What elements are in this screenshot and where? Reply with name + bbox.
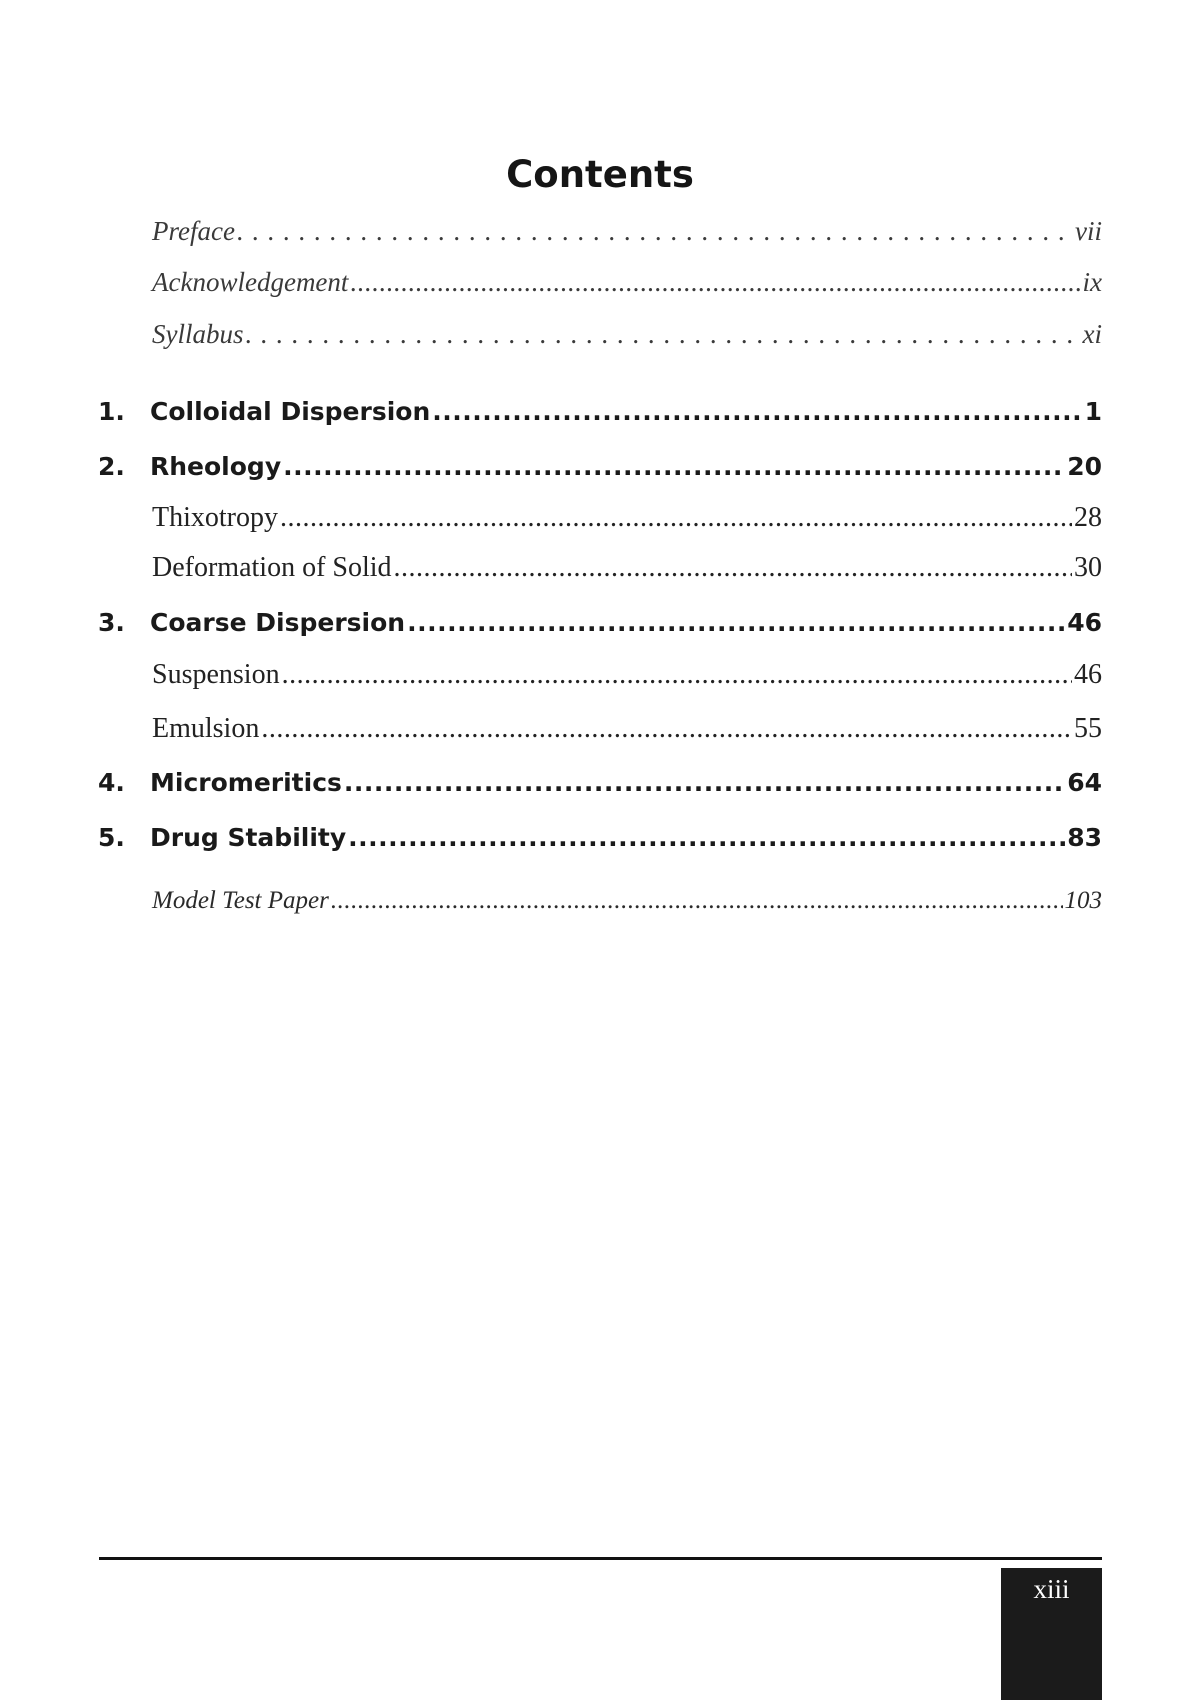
dot-leader (237, 216, 1073, 247)
section-page: 55 (1074, 713, 1102, 744)
toc-entry-label: Preface (152, 216, 235, 246)
toc-entry-label: Acknowledgement (152, 267, 349, 297)
dot-leader (282, 659, 1072, 691)
section-page: 28 (1074, 502, 1102, 533)
dot-leader (331, 887, 1063, 915)
chapter-title: Colloidal Dispersion (150, 397, 431, 426)
chapter-number: 2. (98, 452, 125, 481)
chapter-page: 1 (1084, 397, 1102, 426)
toc-entry-label: Syllabus (152, 319, 244, 349)
dot-leader (246, 319, 1081, 350)
toc-section-thixotropy[interactable] (152, 502, 1102, 534)
dot-leader (432, 397, 1082, 426)
toc-section-deformation-of-solid[interactable] (152, 552, 1102, 584)
toc-entry-page: 103 (1064, 887, 1102, 914)
toc-chapter-3[interactable] (98, 608, 1102, 637)
chapter-page: 83 (1067, 823, 1102, 852)
chapter-title: Micromeritics (150, 768, 342, 797)
toc-section-suspension[interactable] (152, 659, 1102, 691)
chapter-page: 46 (1067, 608, 1102, 637)
folio-tab (1001, 1568, 1102, 1700)
chapter-page: 20 (1067, 452, 1102, 481)
toc-entry-label: Model Test Paper (152, 887, 329, 914)
dot-leader (261, 713, 1072, 745)
toc-entry-model-test-paper[interactable] (152, 887, 1102, 915)
toc-entry-syllabus[interactable] (152, 319, 1102, 350)
section-page: 30 (1074, 552, 1102, 583)
chapter-number: 4. (98, 768, 125, 797)
section-page: 46 (1074, 659, 1102, 690)
dot-leader (350, 267, 1080, 298)
chapter-title: Rheology (150, 452, 282, 481)
chapter-page: 64 (1067, 768, 1102, 797)
toc-chapter-2[interactable] (98, 452, 1102, 481)
section-label: Suspension (152, 659, 280, 690)
toc-chapter-4[interactable] (98, 768, 1102, 797)
toc-entry-acknowledgement[interactable] (152, 267, 1102, 298)
toc-entry-preface[interactable] (152, 216, 1102, 247)
dot-leader (283, 452, 1065, 481)
chapter-title: Coarse Dispersion (150, 608, 406, 637)
chapter-number: 1. (98, 397, 125, 426)
dot-leader (407, 608, 1065, 637)
toc-entry-page: ix (1082, 267, 1102, 297)
dot-leader (344, 768, 1065, 797)
toc-entry-page: vii (1075, 216, 1102, 246)
footer-rule (99, 1557, 1102, 1560)
section-label: Thixotropy (152, 502, 278, 533)
toc-chapter-5[interactable] (98, 823, 1102, 852)
page-title: Contents (506, 153, 694, 196)
chapter-number: 5. (98, 823, 125, 852)
section-label: Emulsion (152, 713, 260, 744)
dot-leader (394, 552, 1072, 584)
dot-leader (280, 502, 1072, 534)
toc-section-emulsion[interactable] (152, 713, 1102, 745)
chapter-title: Drug Stability (150, 823, 347, 852)
toc-chapter-1[interactable] (98, 397, 1102, 426)
dot-leader (348, 823, 1065, 852)
page-number: xiii (1033, 1574, 1070, 1604)
section-label: Deformation of Solid (152, 552, 392, 583)
toc-entry-page: xi (1082, 319, 1102, 349)
chapter-number: 3. (98, 608, 125, 637)
